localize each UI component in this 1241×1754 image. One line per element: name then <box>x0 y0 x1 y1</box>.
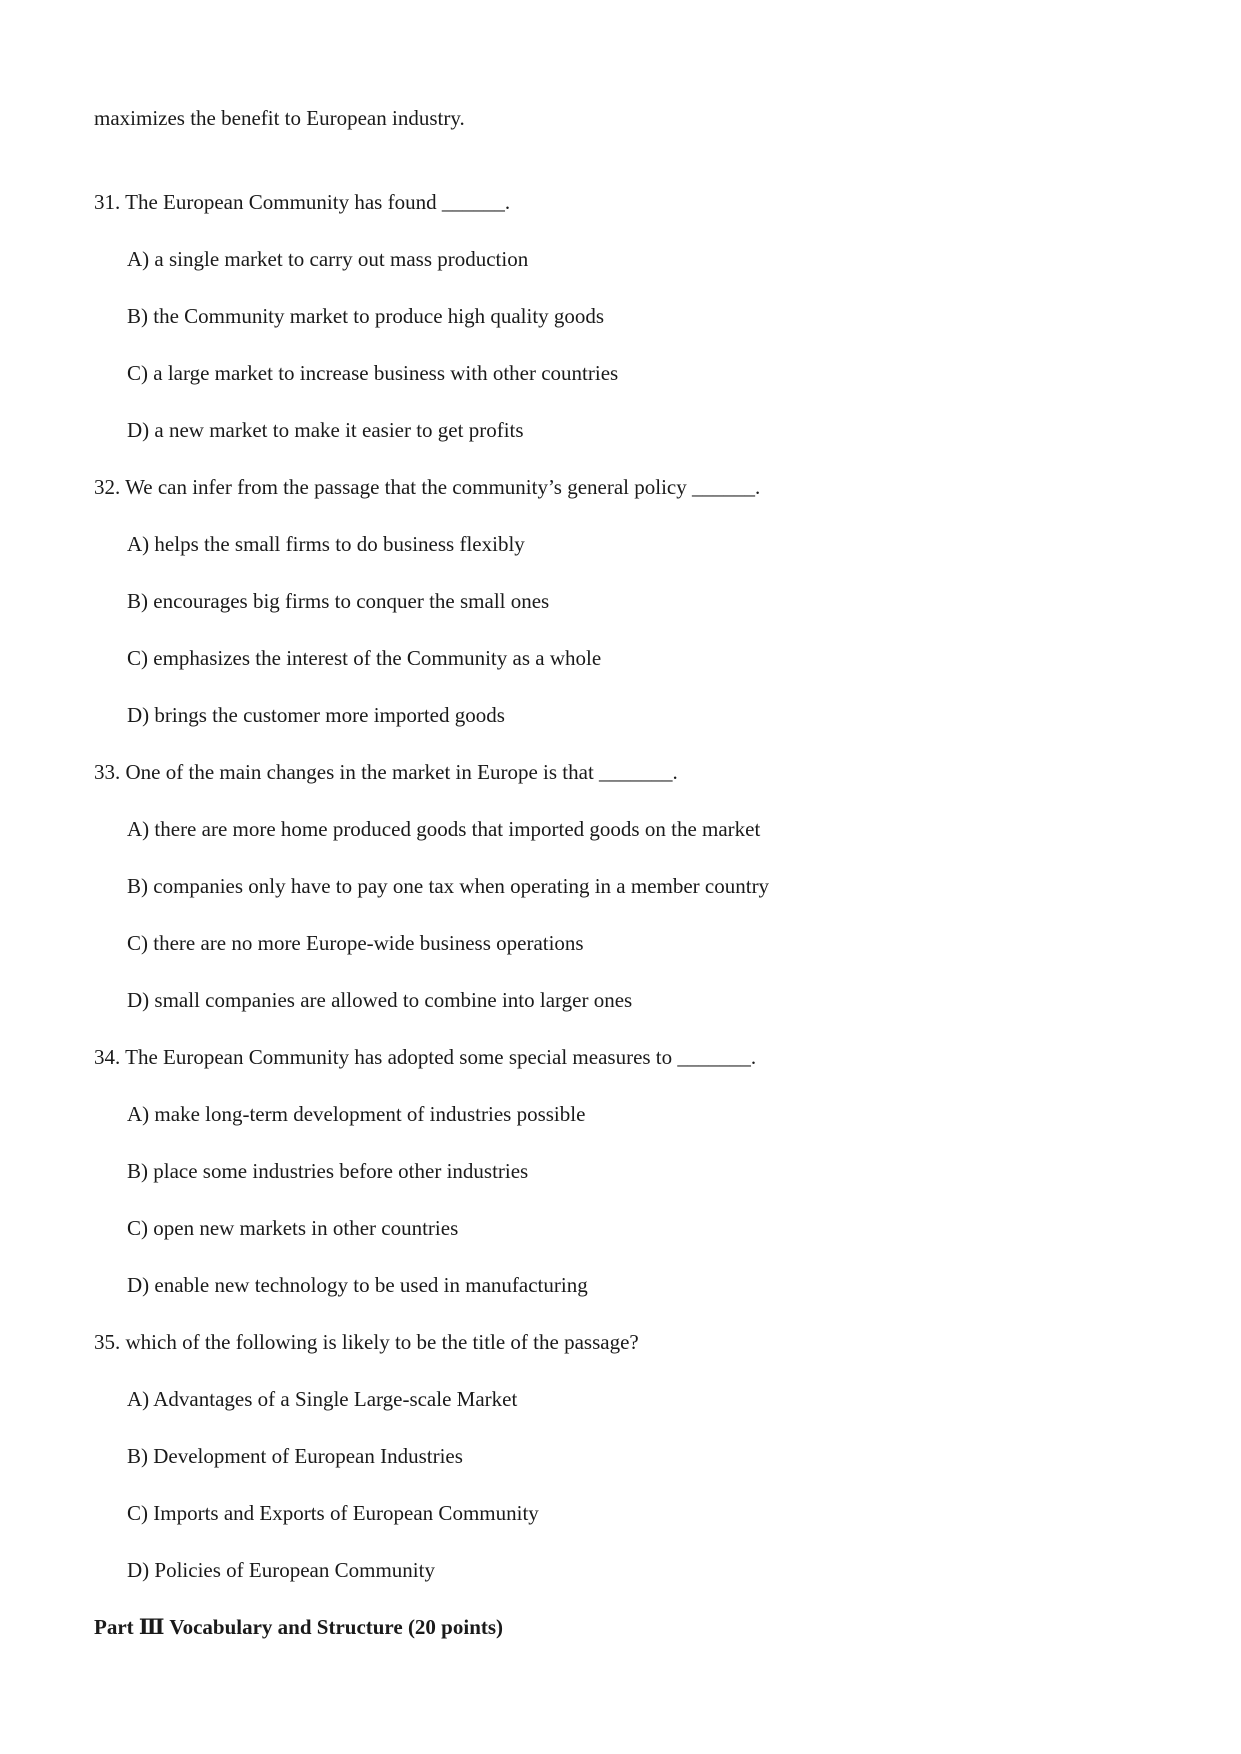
option-b: B) Development of European Industries <box>127 1444 463 1468</box>
option-a: A) helps the small firms to do business flexibly <box>127 532 525 556</box>
option-b: B) encourages big firms to conquer the small ones <box>127 589 550 613</box>
question-stem: 32. We can infer from the passage that the community’s general policy ______. <box>94 475 761 499</box>
question-35 <box>94 1328 1154 1584</box>
question-32 <box>94 473 1154 729</box>
option-a: A) there are more home produced goods that imported goods on the market <box>127 817 761 841</box>
question-34 <box>94 1043 1154 1299</box>
exam-page <box>94 104 1154 1641</box>
option-b: B) the Community market to produce high quality goods <box>127 304 605 328</box>
option-d: D) Policies of European Community <box>127 1558 435 1582</box>
question-stem: 35. which of the following is likely to be the title of the passage? <box>94 1330 639 1354</box>
option-c: C) emphasizes the interest of the Community as a whole <box>127 646 602 670</box>
option-c: C) open new markets in other countries <box>127 1216 459 1240</box>
option-d: D) small companies are allowed to combine into larger ones <box>127 988 633 1012</box>
question-stem: 31. The European Community has found ______. <box>94 190 511 214</box>
option-c: C) a large market to increase business with other countries <box>127 361 619 385</box>
option-d: D) enable new technology to be used in manufacturing <box>127 1273 588 1297</box>
option-d: D) a new market to make it easier to get profits <box>127 418 524 442</box>
option-a: A) make long-term development of industries possible <box>127 1102 586 1126</box>
passage-ending-text: maximizes the benefit to European industry. <box>94 106 465 130</box>
option-d: D) brings the customer more imported goods <box>127 703 505 727</box>
section-heading: Part Ⅲ Vocabulary and Structure (20 points) <box>94 1615 504 1639</box>
question-31 <box>94 188 1154 444</box>
question-33 <box>94 758 1154 1014</box>
option-b: B) companies only have to pay one tax when operating in a member country <box>127 874 770 898</box>
option-a: A) Advantages of a Single Large-scale Market <box>127 1387 518 1411</box>
option-b: B) place some industries before other industries <box>127 1159 529 1183</box>
question-stem: 33. One of the main changes in the market in Europe is that _______. <box>94 760 678 784</box>
option-c: C) Imports and Exports of European Community <box>127 1501 539 1525</box>
option-a: A) a single market to carry out mass production <box>127 247 529 271</box>
option-c: C) there are no more Europe-wide business operations <box>127 931 584 955</box>
question-stem: 34. The European Community has adopted some special measures to _______. <box>94 1045 757 1069</box>
